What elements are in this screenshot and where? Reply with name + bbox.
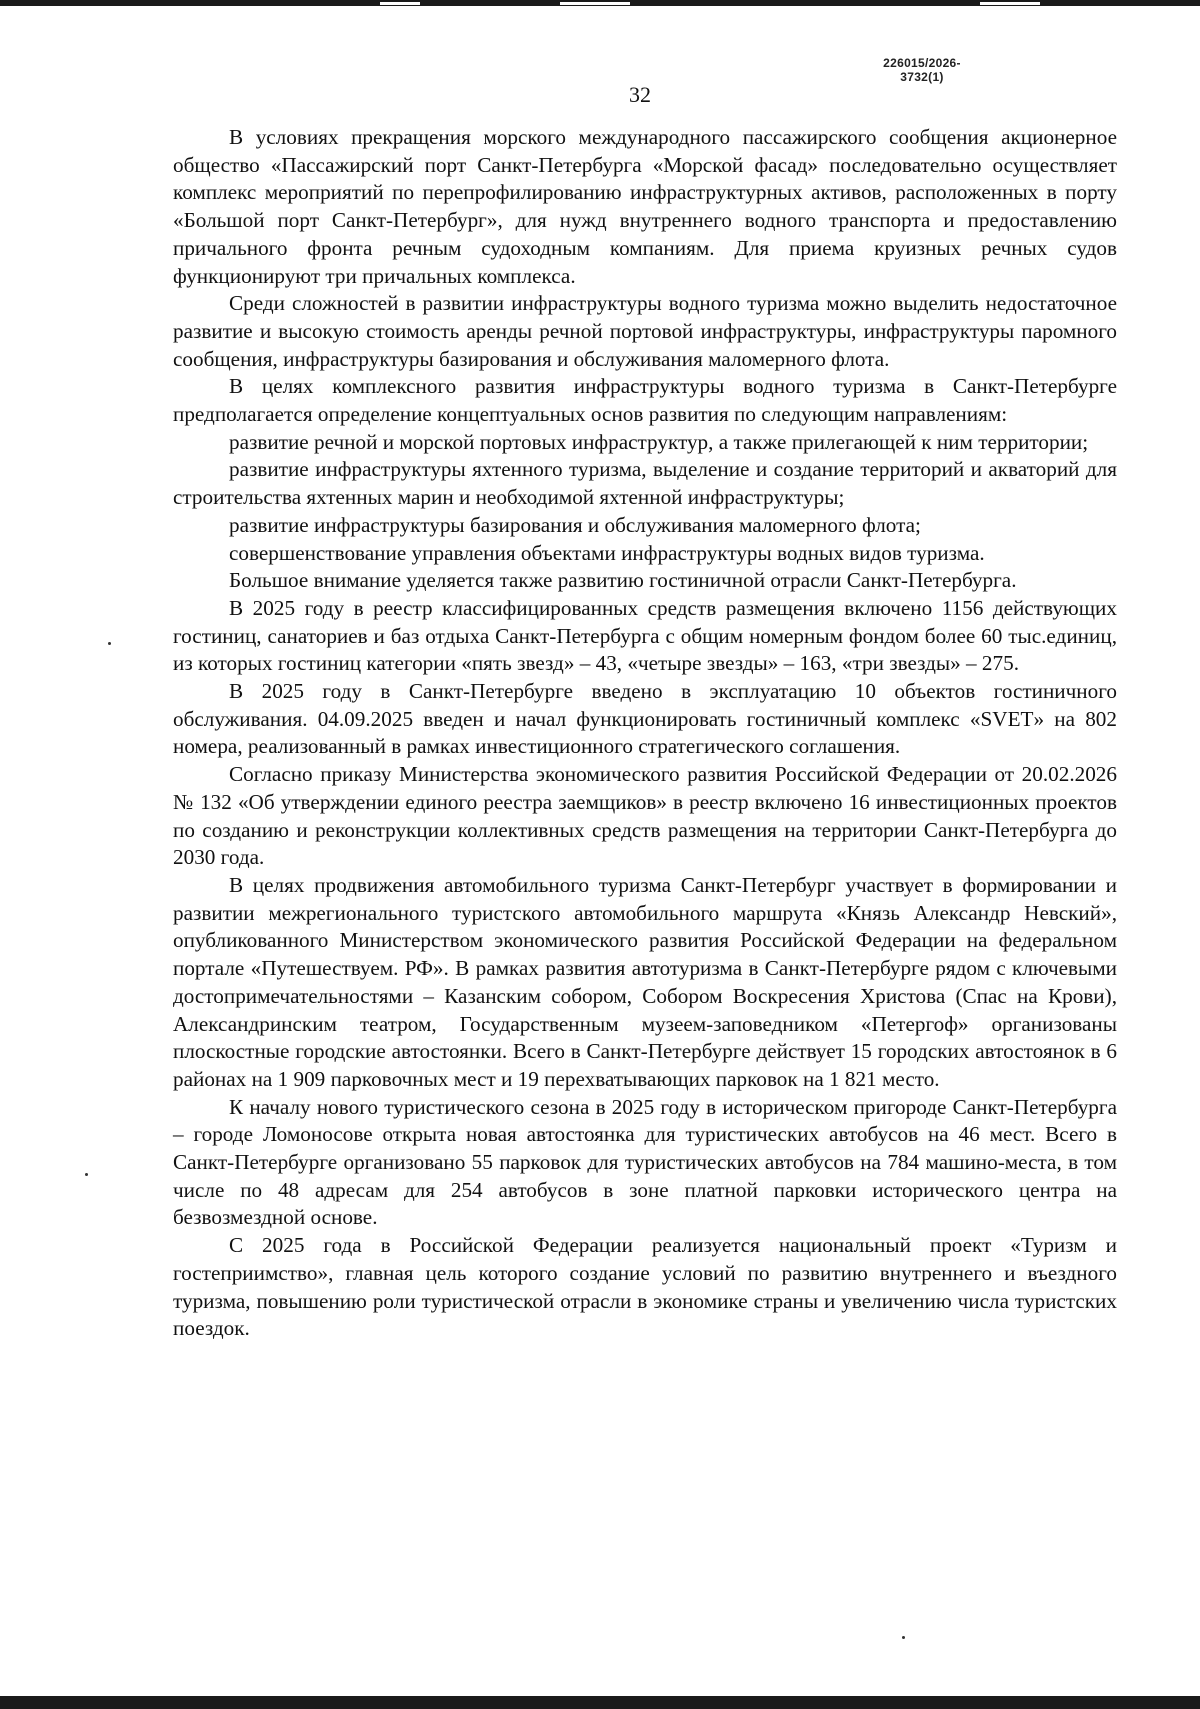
paragraph-new-hotels: В 2025 году в Санкт-Петербурге введено в эксплуатацию 10 объектов гостиничного обслуживания. 04.09.2025 введен и начал функционировать гостиничный комплекс «SVET» на 802 номера, реализованный в рамках инвестиционного стратегического соглашения.	[173, 679, 1117, 759]
scan-edge-gap	[380, 2, 420, 5]
paragraph-difficulties: Среди сложностей в развитии инфраструктуры водного туризма можно выделить недостаточное развитие и высокую стоимость аренды речной портовой инфраструктуры, инфраструктуры паромного сообщения, инфраструктуры базирования и обслуживания маломерного флота.	[173, 291, 1117, 371]
paragraph-sea-port: В условиях прекращения морского международного пассажирского сообщения акционерное общество «Пассажирский порт Санкт-Петербурга «Морской фасад» последовательно осуществляет комплекс мероприятий по перепрофилированию инфраструктурных активов, расположенных в порту «Большой порт Санкт-Петербург», для нужд внутреннего водного транспорта и предоставлению причального фронта речным судоходным компаниям. Для приема круизных речных судов функционируют три причальных комплекса.	[173, 125, 1117, 288]
scan-edge-top	[0, 0, 1200, 6]
paragraph-direction-ports: развитие речной и морской портовых инфраструктур, а также прилегающей к ним территории;	[229, 429, 1089, 454]
paragraph-direction-small-fleet: развитие инфраструктуры базирования и обслуживания маломерного флота;	[229, 512, 921, 537]
scan-speck	[85, 1173, 88, 1176]
scan-edge-gap	[980, 2, 1040, 5]
paragraph-national-project: С 2025 года в Российской Федерации реализуется национальный проект «Туризм и гостеприимство», главная цель которого создание условий по развитию внутреннего и въездного туризма, повышению роли туристической отрасли в экономике страны и увеличению числа туристских поездок.	[173, 1233, 1117, 1341]
document-body	[173, 124, 1117, 1343]
paragraph-direction-management: совершенствование управления объектами инфраструктуры водных видов туризма.	[229, 540, 985, 565]
paragraph-directions-intro: В целях комплексного развития инфраструктуры водного туризма в Санкт-Петербурге предполагается определение концептуальных основ развития по следующим направлениям:	[173, 374, 1117, 427]
scan-edge-gap	[560, 2, 630, 5]
paragraph-hotel-registry: В 2025 году в реестр классифицированных средств размещения включено 1156 действующих гостиниц, санаториев и баз отдыха Санкт-Петербурга с общим номерным фондом более 60 тыс.единиц, из которых гостиниц категории «пять звезд» – 43, «четыре звезды» – 163, «три звезды» – 275.	[173, 595, 1117, 676]
scan-speck	[108, 642, 111, 645]
paragraph-bus-parking: К началу нового туристического сезона в 2025 году в историческом пригороде Санкт-Петербурга – городе Ломоносове открыта новая автостоянка для туристических автобусов на 46 мест. Всего в Санкт-Петербурге организовано 55 парковок для туристических автобусов на 784 машино-места, в том числе по 48 адресам для 254 автобусов в зоне платной парковки исторического центра на безвозмездной основе.	[173, 1094, 1117, 1230]
document-id-stamp: 226015/2026-3732(1)	[883, 56, 961, 84]
page-number: 32	[629, 82, 651, 107]
scan-speck	[902, 1636, 905, 1639]
paragraph-direction-yachts: развитие инфраструктуры яхтенного туризма, выделение и создание территорий и акваторий для строительства яхтенных марин и необходимой яхтенной инфраструктуры;	[173, 457, 1117, 510]
paragraph-investment-projects: Согласно приказу Министерства экономического развития Российской Федерации от 20.02.2026 № 132 «Об утверждении единого реестра заемщиков» в реестр включено 16 инвестиционных проектов по созданию и реконструкции коллективных средств размещения на территории Санкт-Петербурга до 2030 года.	[173, 762, 1117, 870]
scan-edge-bottom	[0, 1696, 1200, 1709]
paragraph-auto-tourism: В целях продвижения автомобильного туризма Санкт-Петербург участвует в формировании и развитии межрегионального туристского автомобильного маршрута «Князь Александр Невский», опубликованного Министерством экономического развития Российской Федерации на федеральном портале «Путешествуем. РФ». В рамках развития автотуризма в Санкт-Петербурге рядом с ключевыми достопримечательностями – Казанским собором, Собором Воскресения Христова (Спас на Крови), Александринским театром, Государственным музеем-заповедником «Петергоф» организованы плоскостные городские автостоянки. Всего в Санкт-Петербурге действует 15 городских автостоянок в 6 районах на 1 909 парковочных мест и 19 перехватывающих парковок на 1 821 место.	[173, 872, 1117, 1091]
paragraph-hotel-industry: Большое внимание уделяется также развитию гостиничной отрасли Санкт-Петербурга.	[229, 568, 1017, 593]
